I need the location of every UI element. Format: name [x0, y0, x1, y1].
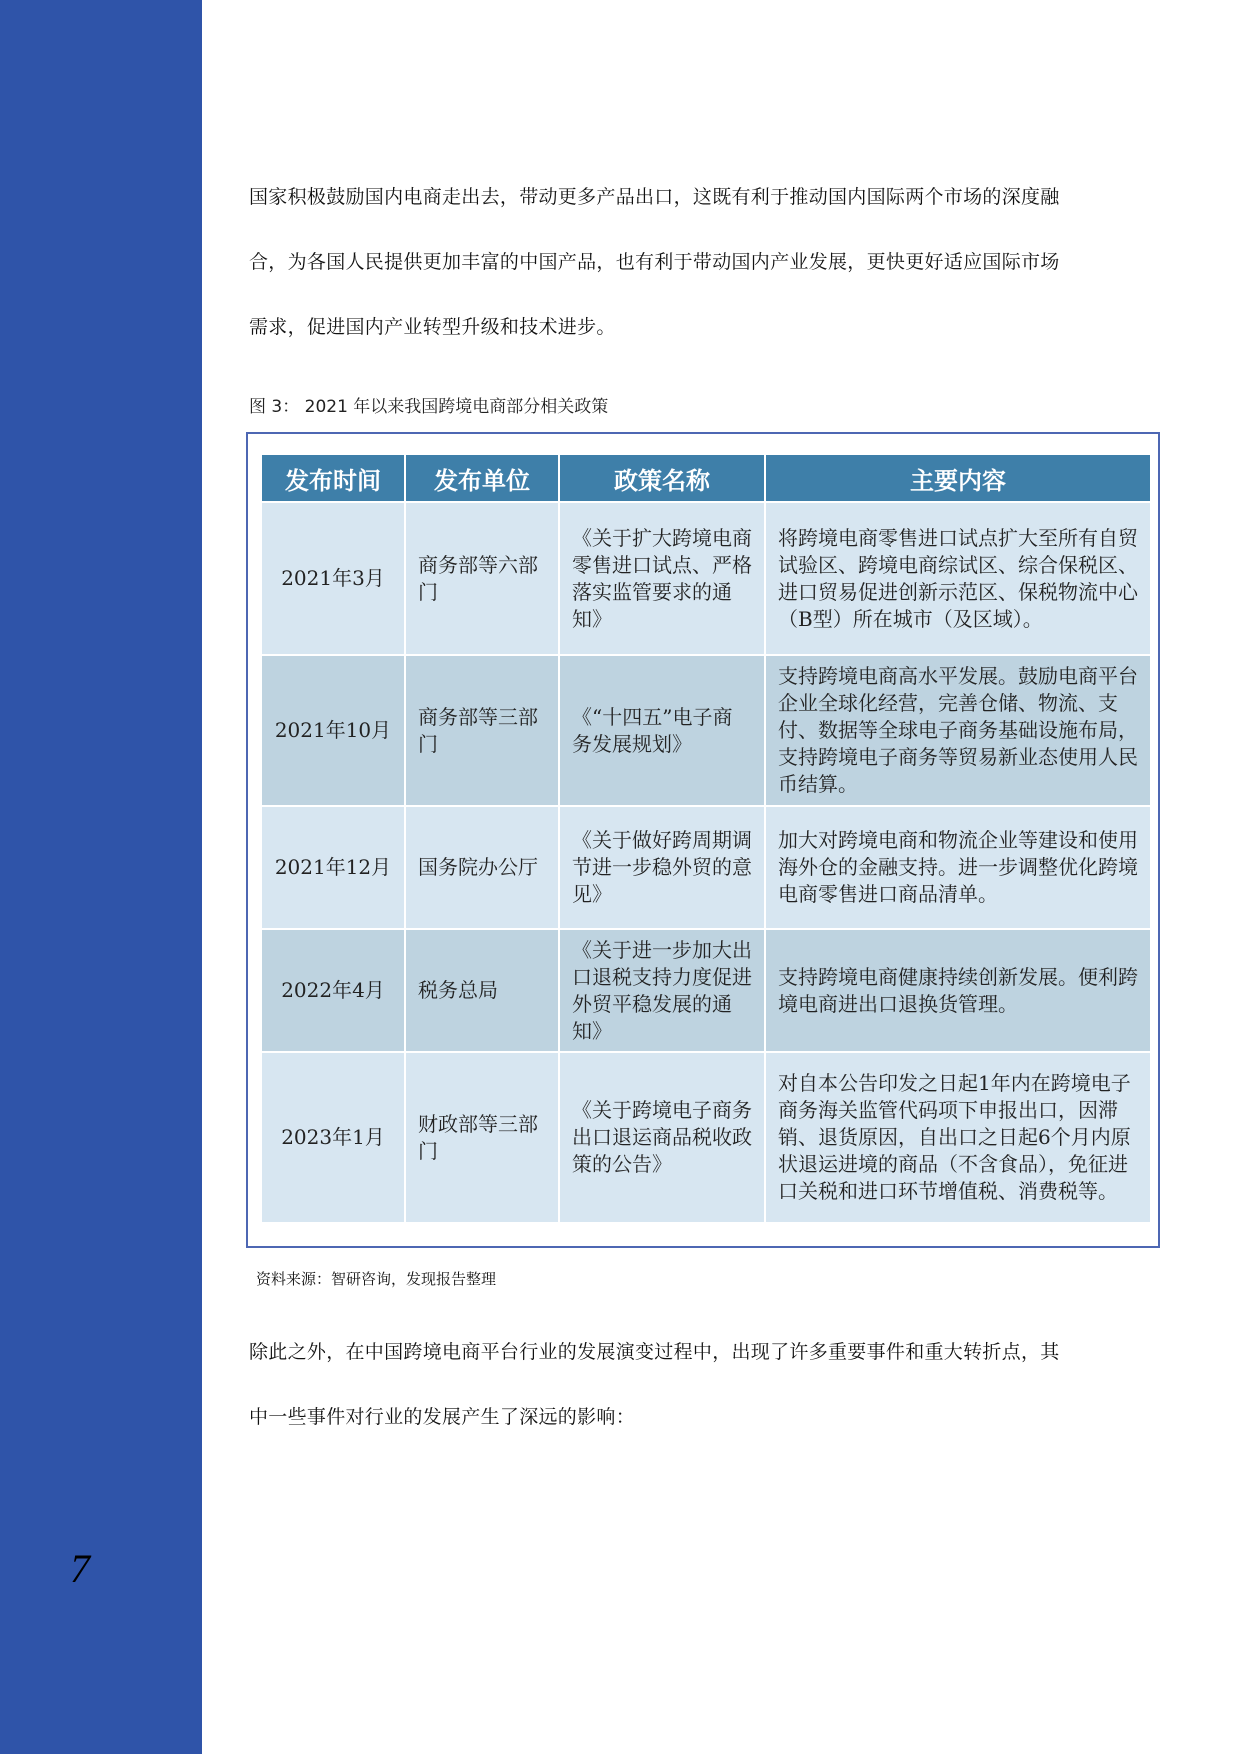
table-row	[261, 929, 1151, 1052]
header-content: 主要内容	[765, 454, 1151, 502]
intro-line-3: 需求，促进国内产业转型升级和技术进步。	[249, 316, 616, 338]
closing-line-1: 除此之外，在中国跨境电商平台行业的发展演变过程中，出现了许多重要事件和重大转折点，其	[249, 1341, 1060, 1363]
cell-policy-name: 《关于扩大跨境电商零售进口试点、严格落实监管要求的通知》	[559, 502, 765, 655]
table-row	[261, 502, 1151, 655]
header-date: 发布时间	[261, 454, 405, 502]
intro-paragraph	[249, 165, 1159, 360]
cell-unit: 商务部等三部门	[405, 655, 559, 806]
cell-content: 支持跨境电商健康持续创新发展。便利跨境电商进出口退换货管理。	[765, 929, 1151, 1052]
cell-date: 2023年1月	[261, 1052, 405, 1223]
table-row	[261, 655, 1151, 806]
cell-content: 支持跨境电商高水平发展。鼓励电商平台企业全球化经营，完善仓储、物流、支付、数据等全球电子商务基础设施布局，支持跨境电子商务等贸易新业态使用人民币结算。	[765, 655, 1151, 806]
intro-line-2: 合，为各国人民提供更加丰富的中国产品，也有利于带动国内产业发展，更快更好适应国际市场	[249, 251, 1060, 273]
intro-line-1: 国家积极鼓励国内电商走出去，带动更多产品出口，这既有利于推动国内国际两个市场的深度融	[249, 186, 1060, 208]
cell-unit: 国务院办公厅	[405, 806, 559, 929]
cell-date: 2022年4月	[261, 929, 405, 1052]
cell-date: 2021年12月	[261, 806, 405, 929]
figure-caption: 图 3： 2021 年以来我国跨境电商部分相关政策	[249, 397, 609, 417]
cell-unit: 税务总局	[405, 929, 559, 1052]
cell-date: 2021年3月	[261, 502, 405, 655]
closing-paragraph	[249, 1320, 1159, 1450]
table-row	[261, 806, 1151, 929]
cell-policy-name: 《关于进一步加大出口退税支持力度促进外贸平稳发展的通知》	[559, 929, 765, 1052]
cell-date: 2021年10月	[261, 655, 405, 806]
source-note: 资料来源：智研咨询，发现报告整理	[256, 1270, 497, 1288]
sidebar-band	[0, 0, 202, 1754]
header-policy-name: 政策名称	[559, 454, 765, 502]
header-unit: 发布单位	[405, 454, 559, 502]
table-header-row	[261, 454, 1151, 502]
table-row	[261, 1052, 1151, 1223]
cell-content: 加大对跨境电商和物流企业等建设和使用海外仓的金融支持。进一步调整优化跨境电商零售进口商品清单。	[765, 806, 1151, 929]
cell-unit: 商务部等六部门	[405, 502, 559, 655]
cell-policy-name: 《“十四五”电子商务发展规划》	[559, 655, 765, 806]
policy-table	[260, 453, 1152, 1224]
cell-policy-name: 《关于做好跨周期调节进一步稳外贸的意见》	[559, 806, 765, 929]
cell-content: 将跨境电商零售进口试点扩大至所有自贸试验区、跨境电商综试区、综合保税区、进口贸易促进创新示范区、保税物流中心（B型）所在城市（及区域）。	[765, 502, 1151, 655]
cell-content: 对自本公告印发之日起1年内在跨境电子商务海关监管代码项下申报出口，因滞销、退货原因，自出口之日起6个月内原状退运进境的商品（不含食品），免征进口关税和进口环节增值税、消费税等。	[765, 1052, 1151, 1223]
cell-unit: 财政部等三部门	[405, 1052, 559, 1223]
closing-line-2: 中一些事件对行业的发展产生了深远的影响：	[249, 1406, 636, 1428]
page-number: 7	[70, 1546, 90, 1591]
cell-policy-name: 《关于跨境电子商务出口退运商品税收政策的公告》	[559, 1052, 765, 1223]
